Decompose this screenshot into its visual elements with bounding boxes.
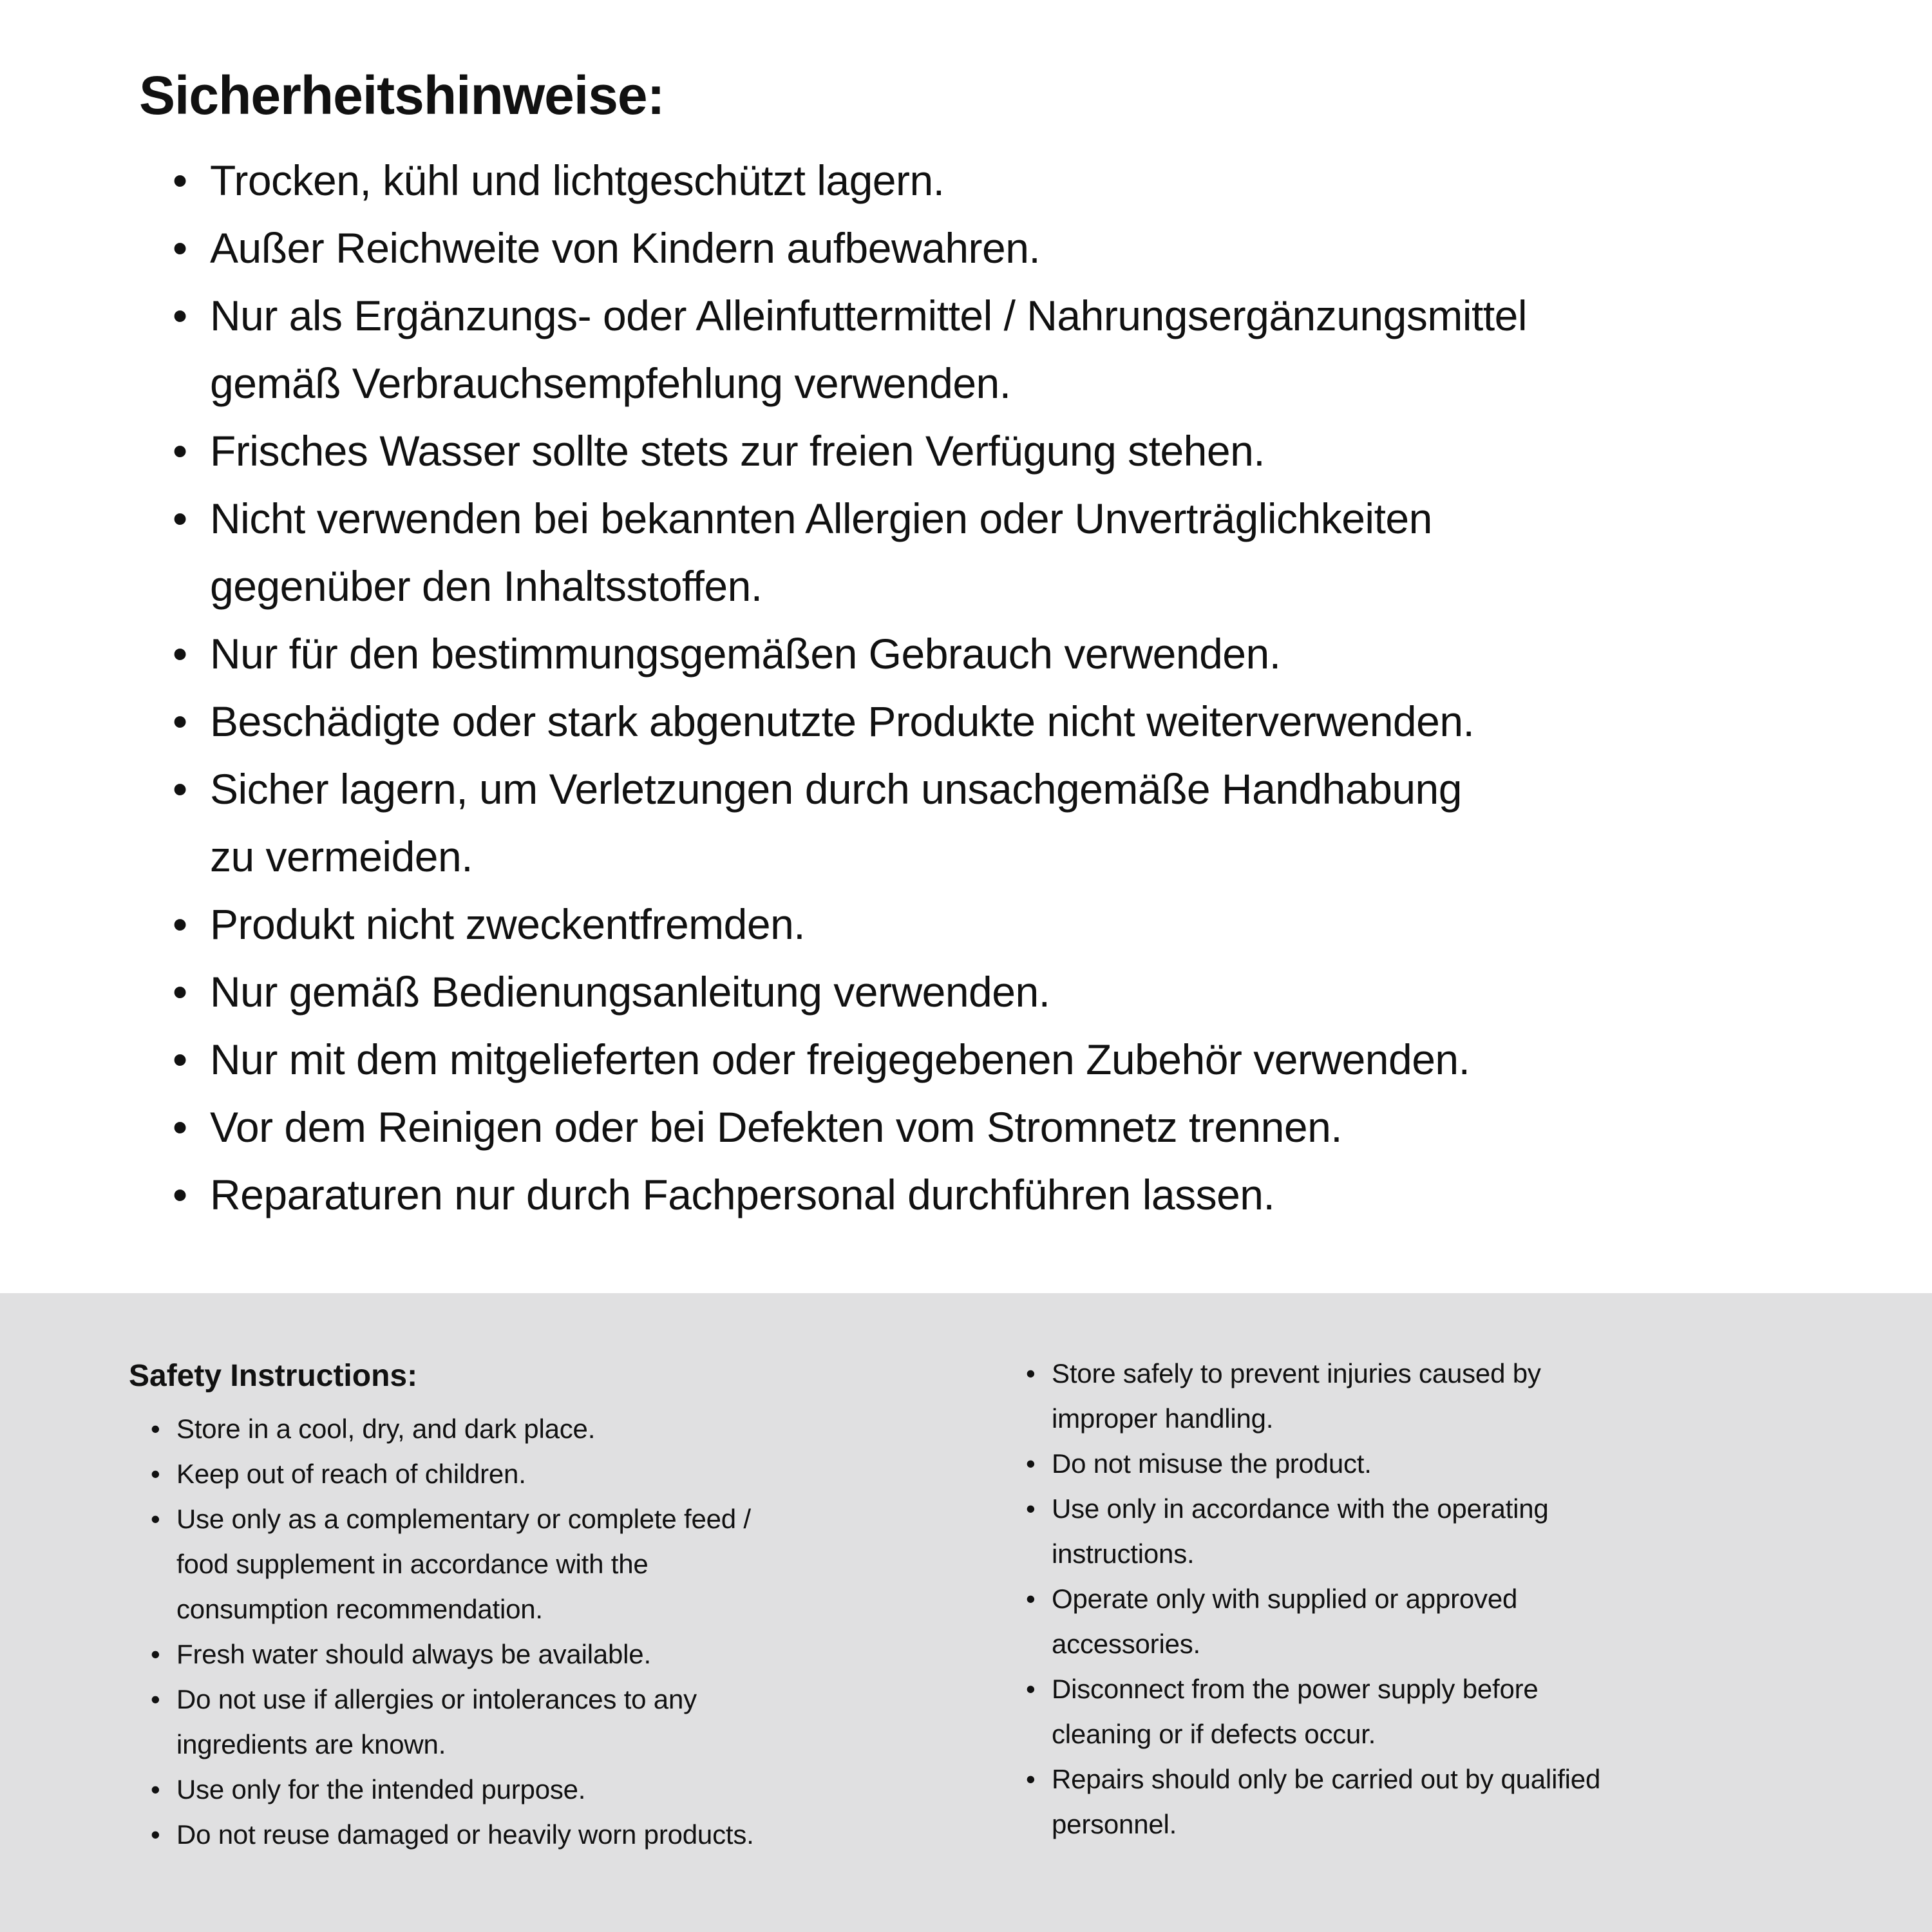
bullet-icon: •: [173, 224, 187, 272]
list-item-line: Außer Reichweite von Kindern aufbewahren.: [210, 224, 1041, 272]
bullet-icon: •: [151, 1684, 160, 1714]
german-safety-list: [173, 147, 1527, 1229]
bullet-icon: •: [173, 630, 187, 677]
bullet-icon: •: [173, 765, 187, 813]
list-item-line: Vor dem Reinigen oder bei Defekten vom Stromnetz trennen.: [210, 1103, 1343, 1151]
list-item-line: Store in a cool, dry, and dark place.: [176, 1414, 596, 1444]
list-item-line: cleaning or if defects occur.: [1052, 1719, 1376, 1749]
english-safety-list-right: [1026, 1351, 1921, 1847]
list-item: [173, 688, 1527, 755]
bullet-icon: •: [173, 1103, 187, 1151]
german-section-title: Sicherheitshinweise:: [139, 65, 665, 126]
bullet-indent-spacer: [1026, 1802, 1052, 1847]
bullet-icon: •: [151, 1774, 160, 1804]
bullet-icon: •: [173, 292, 187, 339]
bullet-indent-spacer: [173, 350, 210, 417]
list-item-line: Reparaturen nur durch Fachpersonal durchführen lassen.: [210, 1171, 1275, 1218]
list-item: [173, 282, 1527, 417]
bullet-icon: •: [1026, 1358, 1036, 1388]
list-item: [173, 485, 1527, 620]
bullet-indent-spacer: [1026, 1396, 1052, 1441]
bullet-icon: •: [173, 156, 187, 204]
bullet-indent-spacer: [151, 1722, 176, 1767]
list-item-line: consumption recommendation.: [176, 1594, 543, 1624]
bullet-icon: •: [173, 1036, 187, 1083]
list-item-line: gemäß Verbrauchsempfehlung verwenden.: [210, 359, 1011, 407]
list-item-line: Use only for the intended purpose.: [176, 1774, 586, 1804]
list-item: [151, 1812, 1005, 1857]
list-item: [151, 1632, 1005, 1677]
bullet-indent-spacer: [173, 553, 210, 620]
list-item: [1026, 1351, 1921, 1441]
list-item: [151, 1497, 1005, 1632]
list-item-line: Do not misuse the product.: [1052, 1448, 1372, 1479]
list-item-line: Use only as a complementary or complete feed /: [176, 1504, 751, 1534]
list-item: [1026, 1486, 1921, 1577]
list-item-line: Nicht verwenden bei bekannten Allergien oder Unverträglichkeiten: [210, 495, 1432, 542]
list-item-line: personnel.: [1052, 1809, 1177, 1839]
list-item-line: Store safely to prevent injuries caused by: [1052, 1358, 1541, 1388]
bullet-icon: •: [151, 1414, 160, 1444]
list-item-line: Use only in accordance with the operating: [1052, 1493, 1549, 1524]
list-item: [173, 214, 1527, 282]
list-item: [151, 1452, 1005, 1497]
bullet-icon: •: [151, 1504, 160, 1534]
list-item: [151, 1677, 1005, 1767]
list-item: [173, 755, 1527, 891]
list-item-line: Sicher lagern, um Verletzungen durch unsachgemäße Handhabung: [210, 765, 1462, 813]
list-item-line: Nur mit dem mitgelieferten oder freigegebenen Zubehör verwenden.: [210, 1036, 1470, 1083]
bullet-indent-spacer: [151, 1542, 176, 1587]
list-item-line: Produkt nicht zweckentfremden.: [210, 900, 806, 948]
list-item: [173, 1026, 1527, 1094]
bullet-icon: •: [1026, 1584, 1036, 1614]
list-item-line: Fresh water should always be available.: [176, 1639, 651, 1669]
bullet-indent-spacer: [151, 1587, 176, 1632]
english-right-column: [1026, 1351, 1921, 1847]
bullet-icon: •: [151, 1459, 160, 1489]
bullet-icon: •: [173, 900, 187, 948]
list-item: [151, 1767, 1005, 1812]
list-item-line: Operate only with supplied or approved: [1052, 1584, 1518, 1614]
bullet-indent-spacer: [1026, 1712, 1052, 1757]
bullet-icon: •: [151, 1639, 160, 1669]
list-item-line: Disconnect from the power supply before: [1052, 1674, 1539, 1704]
bullet-icon: •: [173, 697, 187, 745]
list-item-line: gegenüber den Inhaltsstoffen.: [210, 562, 762, 610]
list-item: [173, 417, 1527, 485]
bullet-indent-spacer: [173, 823, 210, 891]
bullet-icon: •: [151, 1819, 160, 1850]
list-item-line: Nur gemäß Bedienungsanleitung verwenden.: [210, 968, 1050, 1016]
list-item-line: Keep out of reach of children.: [176, 1459, 526, 1489]
list-item: [173, 1094, 1527, 1161]
list-item-line: Nur als Ergänzungs- oder Alleinfuttermittel / Nahrungsergänzungsmittel: [210, 292, 1528, 339]
bullet-icon: •: [173, 1171, 187, 1218]
list-item-line: accessories.: [1052, 1629, 1201, 1659]
list-item: [1026, 1667, 1921, 1757]
list-item-line: Trocken, kühl und lichtgeschützt lagern.: [210, 156, 945, 204]
list-item-line: Nur für den bestimmungsgemäßen Gebrauch verwenden.: [210, 630, 1281, 677]
list-item: [1026, 1441, 1921, 1486]
list-item-line: ingredients are known.: [176, 1729, 446, 1759]
bullet-icon: •: [1026, 1448, 1036, 1479]
list-item: [173, 958, 1527, 1026]
bullet-icon: •: [1026, 1674, 1036, 1704]
list-item: [173, 891, 1527, 958]
list-item-line: Do not reuse damaged or heavily worn products.: [176, 1819, 754, 1850]
english-section-title: Safety Instructions:: [129, 1359, 418, 1393]
bullet-icon: •: [173, 495, 187, 542]
bullet-indent-spacer: [1026, 1622, 1052, 1667]
list-item: [1026, 1757, 1921, 1847]
bullet-icon: •: [1026, 1764, 1036, 1794]
list-item: [151, 1406, 1005, 1452]
list-item-line: Do not use if allergies or intolerances to any: [176, 1684, 697, 1714]
list-item-line: Repairs should only be carried out by qualified: [1052, 1764, 1601, 1794]
list-item: [1026, 1577, 1921, 1667]
bullet-icon: •: [173, 427, 187, 475]
list-item-line: instructions.: [1052, 1539, 1195, 1569]
list-item-line: zu vermeiden.: [210, 833, 473, 880]
list-item-line: Frisches Wasser sollte stets zur freien Verfügung stehen.: [210, 427, 1265, 475]
list-item-line: improper handling.: [1052, 1403, 1274, 1434]
bullet-icon: •: [1026, 1493, 1036, 1524]
english-left-column: [129, 1354, 1005, 1857]
list-item: [173, 147, 1527, 214]
list-item: [173, 1161, 1527, 1229]
list-item: [173, 620, 1527, 688]
list-item-line: Beschädigte oder stark abgenutzte Produkte nicht weiterverwenden.: [210, 697, 1475, 745]
list-item-line: food supplement in accordance with the: [176, 1549, 649, 1579]
english-safety-list-left: [129, 1406, 1005, 1857]
bullet-indent-spacer: [1026, 1531, 1052, 1577]
bullet-icon: •: [173, 968, 187, 1016]
